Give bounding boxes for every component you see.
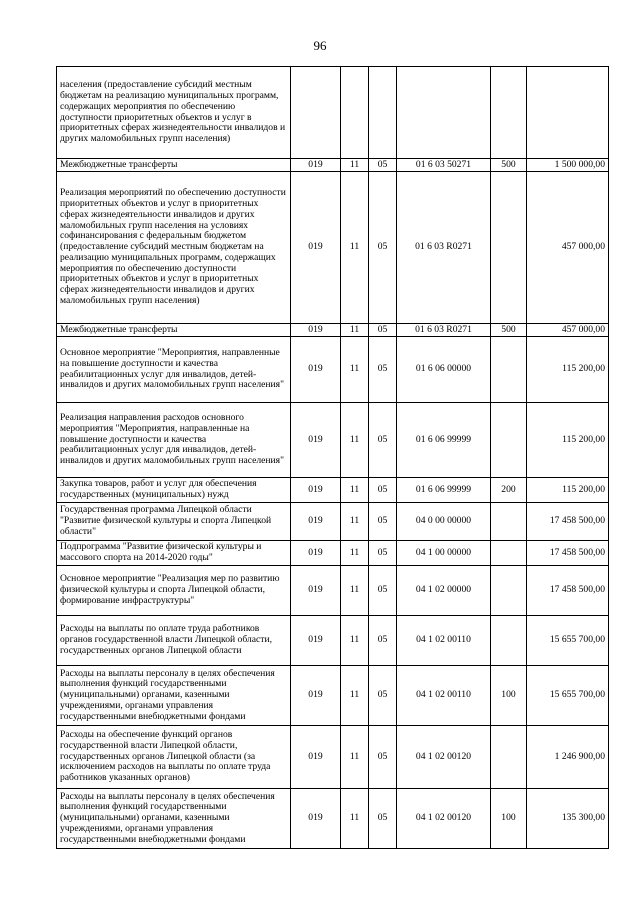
ministry-code-cell	[291, 67, 341, 159]
expense-type-cell	[491, 726, 527, 789]
ministry-code-cell: 019	[291, 478, 341, 503]
ministry-code-cell: 019	[291, 337, 341, 403]
amount-cell	[527, 67, 609, 159]
expense-type-cell	[491, 541, 527, 566]
ministry-code-cell: 019	[291, 172, 341, 324]
expense-name-cell: Закупка товаров, работ и услуг для обеспечения государственных (муниципальных) нужд	[57, 478, 291, 503]
ministry-code-cell: 019	[291, 503, 341, 541]
table-row	[57, 616, 609, 666]
subsection-code-cell: 05	[369, 666, 397, 726]
table-row	[57, 541, 609, 566]
expense-type-cell: 500	[491, 159, 527, 172]
amount-cell: 17 458 500,00	[527, 541, 609, 566]
amount-cell: 115 200,00	[527, 403, 609, 478]
expense-name-cell: Основное мероприятие "Реализация мер по развитию физической культуры и спорта Липецкой области, формирование инфраструктуры"	[57, 566, 291, 616]
section-code-cell: 11	[341, 159, 369, 172]
expense-type-cell	[491, 566, 527, 616]
target-article-cell: 04 1 02 00110	[397, 616, 491, 666]
target-article-cell: 04 1 02 00120	[397, 726, 491, 789]
target-article-cell: 01 6 03 R0271	[397, 172, 491, 324]
amount-cell: 457 000,00	[527, 324, 609, 337]
expense-name-cell: Реализация мероприятий по обеспечению доступности приоритетных объектов и услуг в приоритетных сферах жизнедеятельности инвалидов и других маломобильных групп населения на условиях софинансирования с федеральным бюджетом (предоставление субсидий местным бюджетам на реализацию муниципальных программ, содержащих мероприятия по обеспечению доступности приоритетных объектов и услуг в приоритетных сферах жизнедеятельности инвалидов и других маломобильных групп населения)	[57, 172, 291, 324]
ministry-code-cell: 019	[291, 616, 341, 666]
section-code-cell: 11	[341, 726, 369, 789]
amount-cell: 115 200,00	[527, 337, 609, 403]
table-row	[57, 726, 609, 789]
expense-type-cell: 100	[491, 666, 527, 726]
table-row	[57, 403, 609, 478]
expense-type-cell	[491, 403, 527, 478]
subsection-code-cell: 05	[369, 566, 397, 616]
section-code-cell: 11	[341, 616, 369, 666]
target-article-cell: 01 6 03 50271	[397, 159, 491, 172]
section-code-cell: 11	[341, 324, 369, 337]
table-row	[57, 324, 609, 337]
table-row	[57, 67, 609, 159]
amount-cell: 1 500 000,00	[527, 159, 609, 172]
ministry-code-cell: 019	[291, 666, 341, 726]
expense-type-cell	[491, 503, 527, 541]
target-article-cell: 04 1 00 00000	[397, 541, 491, 566]
target-article-cell: 04 1 02 00110	[397, 666, 491, 726]
amount-cell: 1 246 900,00	[527, 726, 609, 789]
ministry-code-cell: 019	[291, 789, 341, 849]
section-code-cell: 11	[341, 541, 369, 566]
expense-type-cell: 200	[491, 478, 527, 503]
target-article-cell: 01 6 03 R0271	[397, 324, 491, 337]
expense-type-cell: 500	[491, 324, 527, 337]
subsection-code-cell	[369, 67, 397, 159]
page-number: 96	[313, 38, 327, 53]
amount-cell: 15 655 700,00	[527, 616, 609, 666]
subsection-code-cell: 05	[369, 478, 397, 503]
section-code-cell: 11	[341, 566, 369, 616]
subsection-code-cell: 05	[369, 616, 397, 666]
amount-cell: 135 300,00	[527, 789, 609, 849]
section-code-cell: 11	[341, 337, 369, 403]
subsection-code-cell: 05	[369, 337, 397, 403]
section-code-cell: 11	[341, 789, 369, 849]
expense-name-cell: Расходы на выплаты персоналу в целях обеспечения выполнения функций государственными (муниципальными) органами, казенными учреждениями, органами управления государственными внебюджетными фондами	[57, 666, 291, 726]
expense-type-cell	[491, 172, 527, 324]
table-row	[57, 159, 609, 172]
amount-cell: 17 458 500,00	[527, 566, 609, 616]
table-row	[57, 478, 609, 503]
expense-name-cell: Подпрограмма "Развитие физической культуры и массового спорта на 2014-2020 годы"	[57, 541, 291, 566]
table-row	[57, 172, 609, 324]
expense-name-cell: населения (предоставление субсидий местным бюджетам на реализацию муниципальных программ, содержащих мероприятия по обеспечению доступности приоритетных объектов и услуг в приоритетных сферах жизнедеятельности инвалидов и других маломобильных групп населения)	[57, 67, 291, 159]
expense-name-cell: Основное мероприятие "Мероприятия, направленные на повышение доступности и качества реабилитационных услуг для инвалидов, детей-инвалидов и других маломобильных групп населения"	[57, 337, 291, 403]
section-code-cell: 11	[341, 403, 369, 478]
amount-cell: 17 458 500,00	[527, 503, 609, 541]
expense-name-cell: Расходы на обеспечение функций органов государственной власти Липецкой области, государственных органов Липецкой области (за исключением расходов на выплаты по оплате труда работников указанных органов)	[57, 726, 291, 789]
subsection-code-cell: 05	[369, 172, 397, 324]
expense-name-cell: Реализация направления расходов основного мероприятия "Мероприятия, направленные на повышение доступности и качества реабилитационных услуг для инвалидов, детей-инвалидов и других маломобильных групп населения"	[57, 403, 291, 478]
amount-cell: 115 200,00	[527, 478, 609, 503]
ministry-code-cell: 019	[291, 324, 341, 337]
target-article-cell: 04 1 02 00120	[397, 789, 491, 849]
expense-name-cell: Расходы на выплаты по оплате труда работников органов государственной власти Липецкой области, государственных органов Липецкой области	[57, 616, 291, 666]
subsection-code-cell: 05	[369, 503, 397, 541]
target-article-cell	[397, 67, 491, 159]
ministry-code-cell: 019	[291, 403, 341, 478]
budget-table	[56, 66, 609, 849]
subsection-code-cell: 05	[369, 789, 397, 849]
table-row	[57, 666, 609, 726]
section-code-cell: 11	[341, 478, 369, 503]
expense-name-cell: Межбюджетные трансферты	[57, 324, 291, 337]
target-article-cell: 01 6 06 00000	[397, 337, 491, 403]
expense-type-cell	[491, 337, 527, 403]
section-code-cell: 11	[341, 172, 369, 324]
ministry-code-cell: 019	[291, 726, 341, 789]
expense-name-cell: Расходы на выплаты персоналу в целях обеспечения выполнения функций государственными (муниципальными) органами, казенными учреждениями, органами управления государственными внебюджетными фондами	[57, 789, 291, 849]
amount-cell: 15 655 700,00	[527, 666, 609, 726]
target-article-cell: 04 1 02 00000	[397, 566, 491, 616]
budget-table-body	[57, 67, 609, 849]
table-row	[57, 503, 609, 541]
subsection-code-cell: 05	[369, 403, 397, 478]
subsection-code-cell: 05	[369, 324, 397, 337]
section-code-cell	[341, 67, 369, 159]
ministry-code-cell: 019	[291, 541, 341, 566]
section-code-cell: 11	[341, 666, 369, 726]
subsection-code-cell: 05	[369, 159, 397, 172]
section-code-cell: 11	[341, 503, 369, 541]
expense-type-cell: 100	[491, 789, 527, 849]
table-row	[57, 337, 609, 403]
expense-type-cell	[491, 616, 527, 666]
expense-type-cell	[491, 67, 527, 159]
table-row	[57, 566, 609, 616]
target-article-cell: 01 6 06 99999	[397, 478, 491, 503]
target-article-cell: 01 6 06 99999	[397, 403, 491, 478]
amount-cell: 457 000,00	[527, 172, 609, 324]
table-row	[57, 789, 609, 849]
expense-name-cell: Межбюджетные трансферты	[57, 159, 291, 172]
ministry-code-cell: 019	[291, 159, 341, 172]
subsection-code-cell: 05	[369, 541, 397, 566]
subsection-code-cell: 05	[369, 726, 397, 789]
ministry-code-cell: 019	[291, 566, 341, 616]
expense-name-cell: Государственная программа Липецкой области "Развитие физической культуры и спорта Липецкой области"	[57, 503, 291, 541]
target-article-cell: 04 0 00 00000	[397, 503, 491, 541]
